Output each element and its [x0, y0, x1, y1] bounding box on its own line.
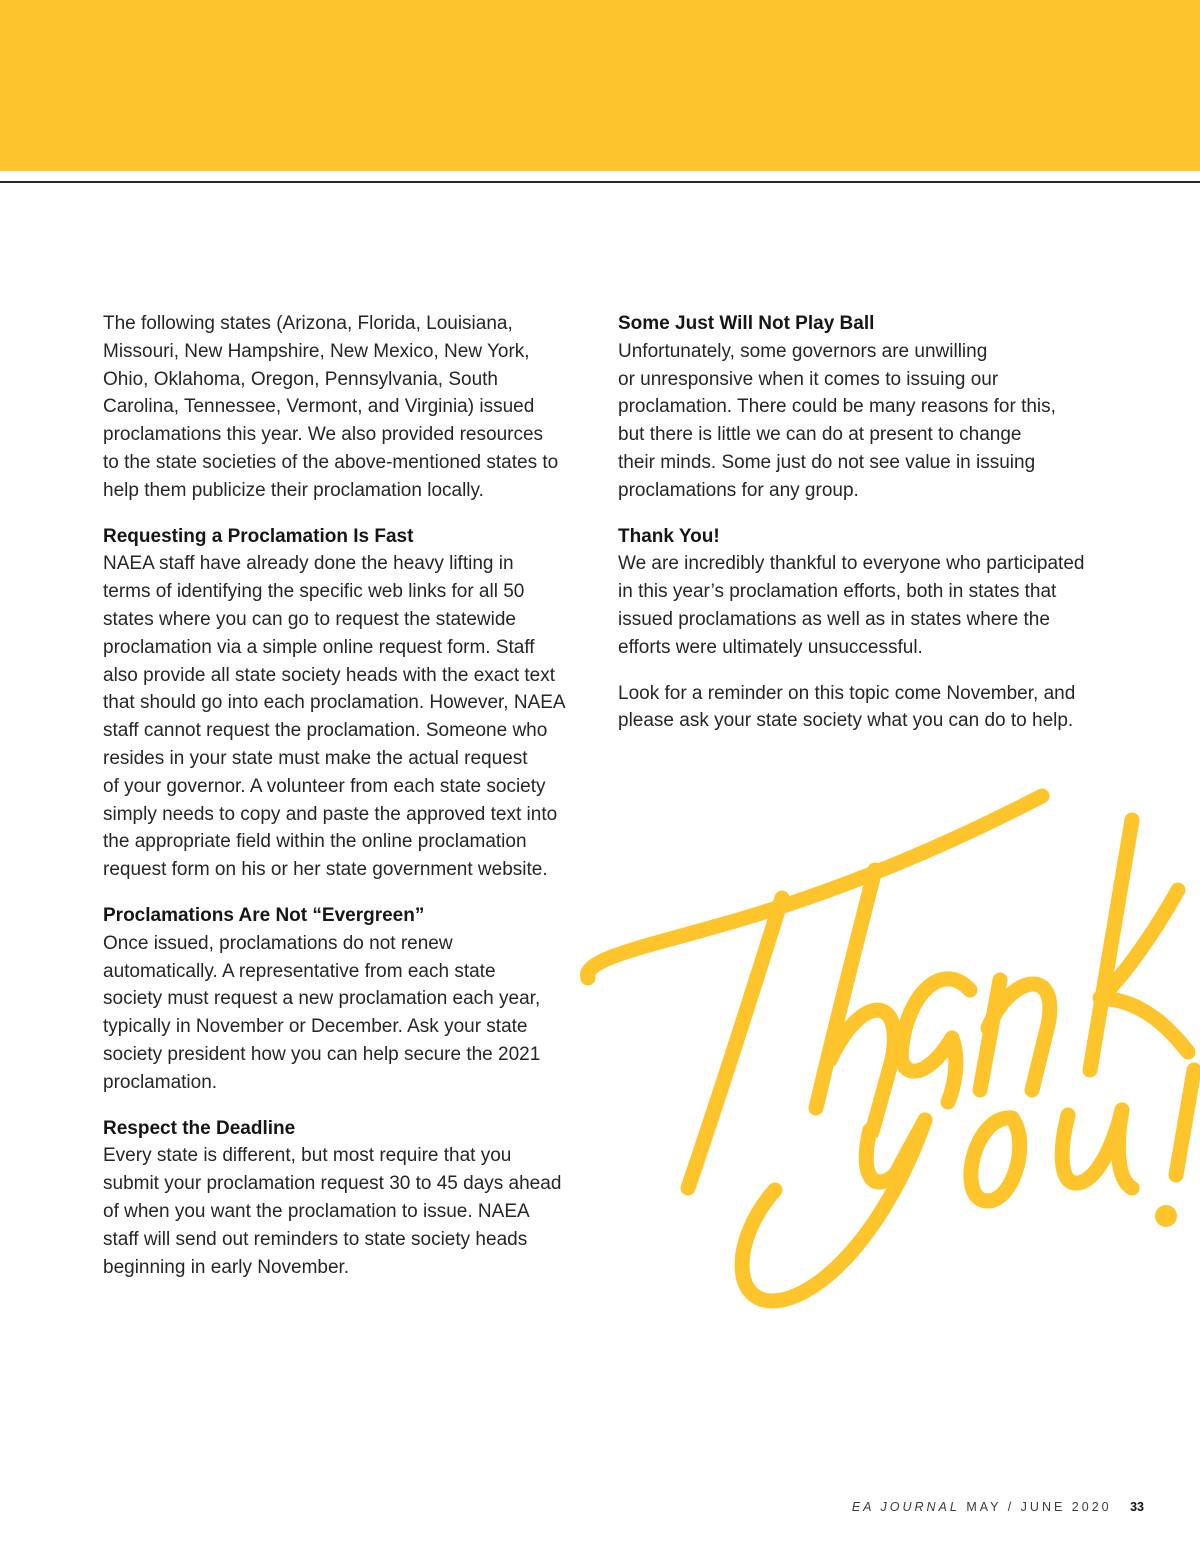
section-heading: Requesting a Proclamation Is Fast: [103, 525, 414, 547]
section-body: Unfortunately, some governors are unwilling or unresponsive when it comes to issuing our proclamation. There could be many reasons for this, but there is little we can do at present to change their minds. Some just do not see value in issuing proclamations for any group.: [618, 340, 1056, 501]
section-play-ball: [618, 310, 1118, 505]
section-heading: Proclamations Are Not “Evergreen”: [103, 904, 425, 926]
header-divider: [0, 181, 1200, 183]
left-column: [103, 310, 593, 1299]
header-color-band: [0, 0, 1200, 171]
section-body: We are incredibly thankful to everyone who participated in this year’s proclamation efforts, both in states that issued proclamations as well as in states where the efforts were ultimately unsuccessful.: [618, 553, 1085, 658]
section-heading: Some Just Will Not Play Ball: [618, 313, 875, 334]
closing-paragraph: [618, 680, 1118, 736]
section-heading: Respect the Deadline: [103, 1117, 296, 1139]
closing-text: Look for a reminder on this topic come November, and please ask your state society what you can do to help.: [618, 682, 1076, 732]
page-number: 33: [1130, 1500, 1144, 1514]
issue-date: MAY / JUNE 2020: [966, 1500, 1112, 1514]
magazine-name: EA JOURNAL: [851, 1500, 960, 1514]
section-requesting: [103, 523, 593, 884]
section-evergreen: [103, 902, 593, 1097]
page-footer: [852, 1500, 1144, 1514]
intro-paragraph: [103, 310, 593, 505]
exclamation-dot: [1155, 1205, 1177, 1227]
section-body: Once issued, proclamations do not renew automatically. A representative from each state society must request a new proclamation each year, typically in November or December. Ask your state society president how you can help secure the 2021 proclamation.: [103, 932, 541, 1093]
thank-you-lettering-icon: [570, 770, 1200, 1330]
section-body: Every state is different, but most require that you submit your proclamation request 30 to 45 days ahead of when you want the proclamation to issue. NAEA staff will send out reminders to state society heads beginning in early November.: [103, 1145, 562, 1278]
section-deadline: [103, 1115, 593, 1282]
section-body: NAEA staff have already done the heavy lifting in terms of identifying the specific web links for all 50 states where you can go to request the statewide proclamation via a simple online request form. Staff also provide all state society heads with the exact text that should go into each proclamation. However, NAEA staff cannot request the proclamation. Someone who resides in your state must make the actual request of your governor. A volunteer from each state society simply needs to copy and paste the approved text into the appropriate field within the online proclamation request form on his or her state government website.: [103, 553, 566, 881]
section-thank-you: [618, 523, 1118, 662]
section-heading: Thank You!: [618, 525, 720, 547]
intro-text: The following states (Arizona, Florida, Louisiana, Missouri, New Hampshire, New Mexico, New York, Ohio, Oklahoma, Oregon, Pennsylvania, South Carolina, Tennessee, Vermont, and Virginia) issued proclamations this year. We also provided resources to the state societies of the above-mentioned states to help them publicize their proclamation locally.: [103, 313, 559, 501]
right-column: [618, 310, 1118, 753]
